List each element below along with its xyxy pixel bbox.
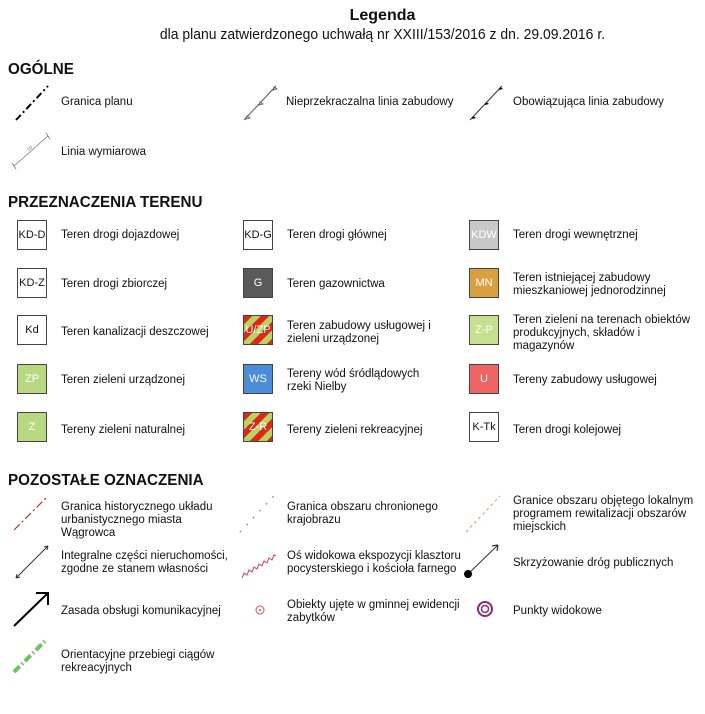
red-dash-dot-line-icon	[10, 492, 58, 540]
page-title: Legenda	[349, 7, 416, 24]
land-use-code-box: U	[469, 364, 499, 394]
line-filled-triangles-icon	[466, 80, 514, 128]
arrow-icon	[10, 588, 58, 636]
legend-label: Teren drogi głównej	[287, 229, 387, 241]
zigzag-line-icon	[236, 540, 284, 588]
double-arrow-line-icon	[10, 540, 58, 588]
section-title-other: POZOSTAŁE OZNACZENIA	[8, 472, 204, 489]
legend-label: Granice obszaru objętego lokalnym programem rewitalizacji obszarów miejsckich	[513, 495, 694, 533]
land-use-code-box: KD-G	[243, 220, 273, 250]
legend-label: Zasada obsługi komunikacyjnej	[61, 605, 221, 617]
legend-label: Tereny zieleni rekreacyjnej	[287, 424, 423, 436]
legend-label: Teren drogi wewnętrznej	[513, 229, 638, 241]
land-use-code-box: KD-D	[17, 220, 47, 250]
land-use-code-box: WS	[243, 364, 273, 394]
double-circle-icon	[476, 600, 494, 618]
land-use-code-box: ZP	[17, 364, 47, 394]
page-subtitle: dla planu zatwierdzonego uchwałą nr XXIII/153/2016 z dn. 29.09.2016 r.	[159, 26, 606, 43]
land-use-code-box: U/ZP	[243, 315, 273, 345]
legend-label: Tereny wód śródlądowych rzeki Nielby	[287, 368, 420, 393]
land-use-code-box: KDW	[469, 220, 499, 250]
legend-label: Orientacyjne przebiegi ciągów rekreacyjnych	[61, 649, 215, 674]
land-use-code-box: Z-P	[469, 315, 499, 345]
section-title-land-use: PRZEZNACZENIA TERENU	[8, 194, 203, 211]
legend-label: Teren drogi kolejowej	[513, 424, 622, 436]
dimension-line-icon	[10, 128, 58, 176]
svg-text:10: 10	[25, 144, 35, 153]
legend-label: Granica historycznego układu urbanistycznego miasta Wągrowca	[61, 501, 213, 539]
land-use-code-box: K-Tk	[469, 412, 499, 442]
legend-label: Tereny zabudowy usługowej	[513, 374, 657, 386]
legend-label: Skrzyżowanie dróg publicznych	[513, 557, 674, 569]
legend-label: Teren drogi dojazdowej	[61, 229, 180, 241]
legend-label: Nieprzekraczalna linia zabudowy	[286, 96, 454, 108]
legend-label: Teren drogi zbiorczej	[61, 278, 168, 290]
line-open-triangles-icon	[240, 80, 288, 128]
legend-label: Integralne części nieruchomości, zgodne ze stanem własności	[61, 550, 228, 575]
legend-label: Teren zieleni urządzonej	[61, 374, 186, 386]
dash-dot-line-icon	[12, 80, 60, 128]
land-use-code-box: Z-R	[243, 412, 273, 442]
legend-label: Obiekty ujęte w gminnej ewidencji zabytków	[287, 599, 460, 624]
legend-label: Teren istniejącej zabudowy mieszkaniowej jednorodzinnej	[513, 272, 666, 297]
land-use-code-box: MN	[469, 268, 499, 298]
dot-arrow-icon	[458, 540, 506, 588]
legend-label: Tereny zieleni naturalnej	[61, 424, 186, 436]
legend-label: Teren kanalizacji deszczowej	[61, 326, 209, 338]
green-dash-line-icon	[10, 636, 58, 684]
legend-label: Punkty widokowe	[513, 605, 602, 617]
legend-label: Teren zieleni na terenach obiektów produkcyjnych, składów i magazynów	[513, 314, 691, 352]
legend-label: Teren zabudowy usługowej i zieleni urządzonej	[287, 320, 431, 345]
small-circle-dot-icon	[253, 603, 267, 617]
legend-label: Linia wymiarowa	[61, 146, 147, 158]
legend-label: Granica obszaru chronionego krajobrazu	[287, 501, 438, 526]
pink-dashed-line-icon	[462, 492, 510, 540]
legend-label: Granica planu	[61, 96, 133, 108]
section-title-general: OGÓLNE	[8, 61, 74, 78]
legend-label: Teren gazownictwa	[287, 278, 385, 290]
legend-label: Oś widokowa ekspozycji klasztoru pocysterskiego i kościoła farnego	[287, 550, 461, 575]
land-use-code-box: KD-Z	[17, 268, 47, 298]
land-use-code-box: Z	[17, 412, 47, 442]
legend-label: Obowiązująca linia zabudowy	[513, 96, 664, 108]
land-use-code-box: G	[243, 268, 273, 298]
dotted-line-icon	[236, 492, 284, 540]
land-use-code-box: Kd	[17, 315, 47, 345]
